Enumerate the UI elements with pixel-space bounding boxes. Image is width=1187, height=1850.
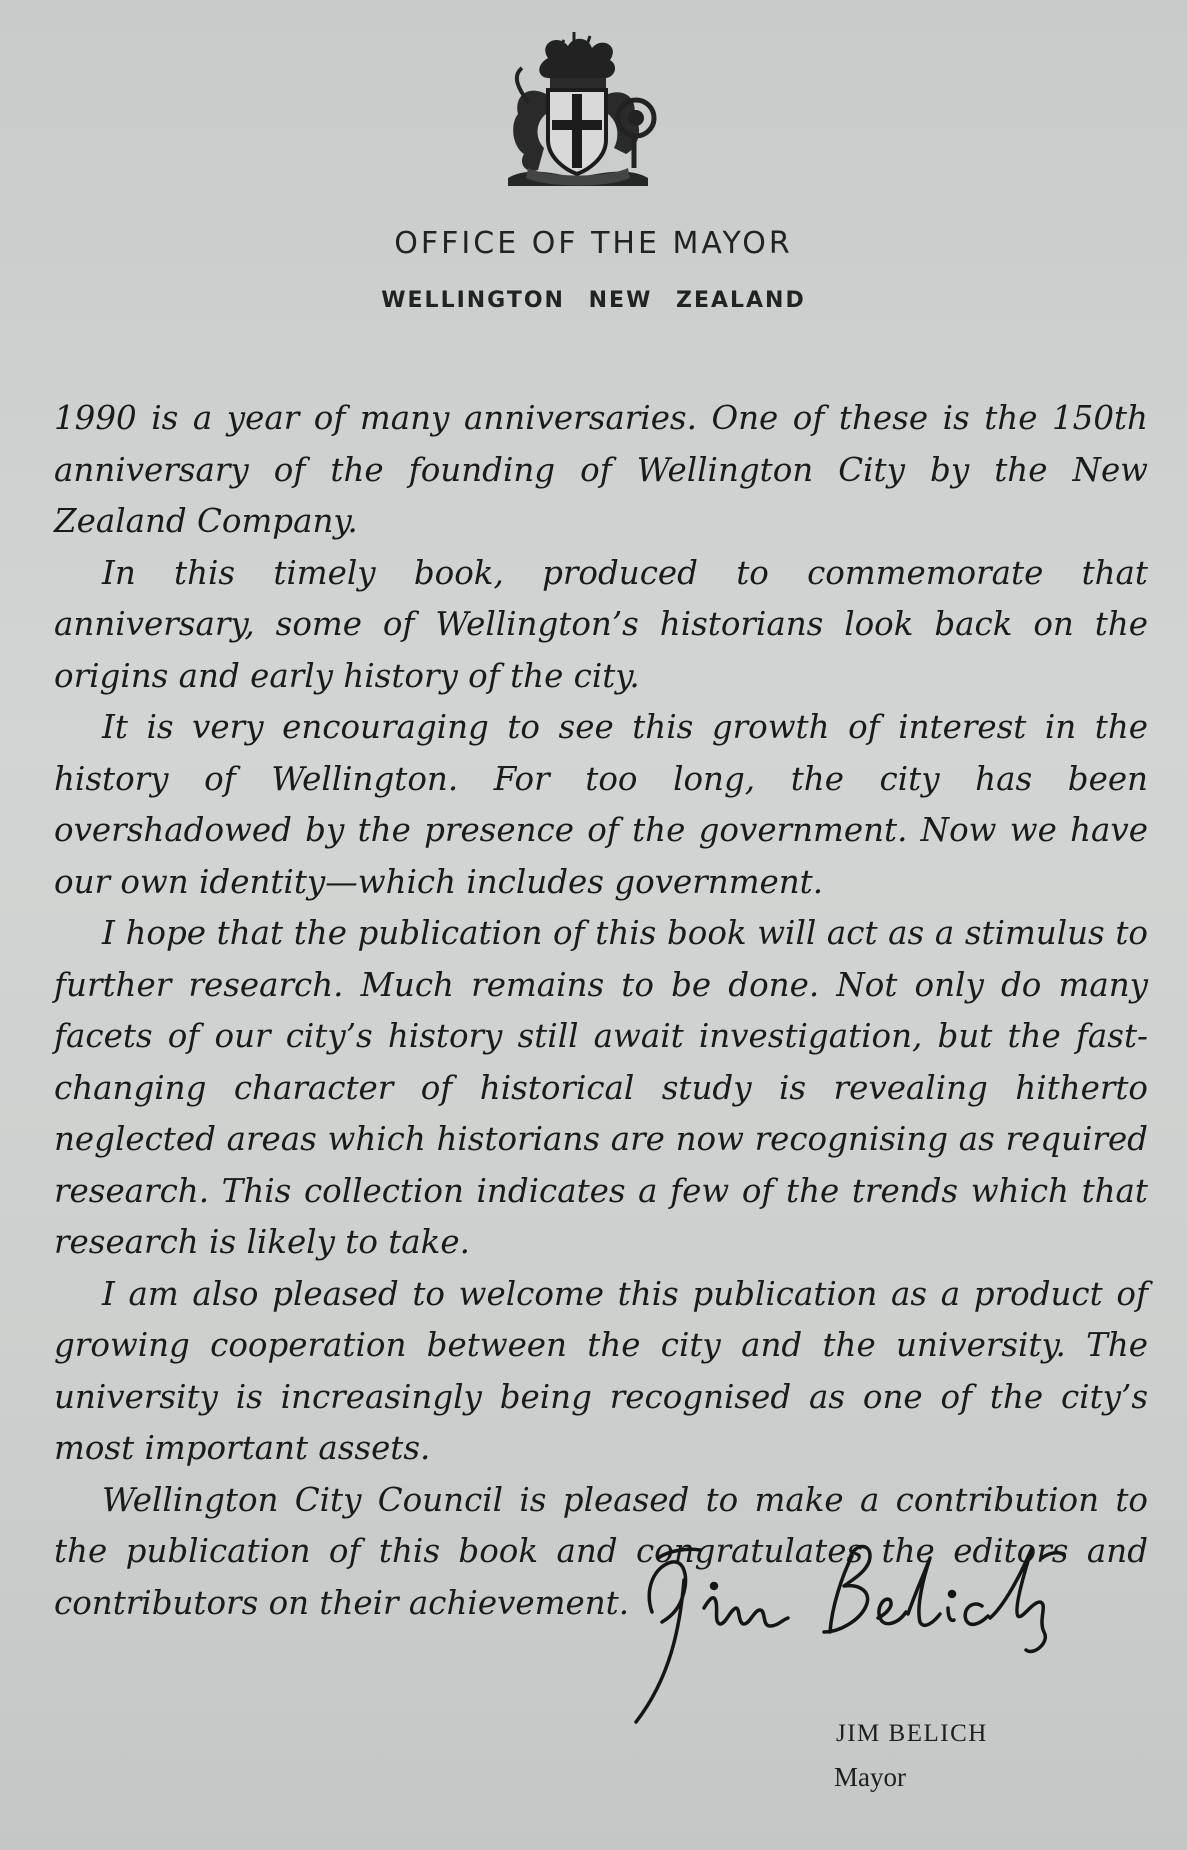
office-title: OFFICE OF THE MAYOR <box>394 226 793 261</box>
signatory-title: Mayor <box>834 1762 906 1792</box>
handwritten-signature <box>618 1536 1096 1736</box>
paragraph-5: I am also pleased to welcome this publication as a product of growing cooperation between the city and the university. The university is increasingly being recognised as one of the city’s most important assets. <box>54 1274 1148 1467</box>
paragraph-6: Wellington City Council is pleased to make a contribution to the publication of this book and congratulates the editors and contributors on their achievement. <box>54 1480 1148 1622</box>
office-location: WELLINGTON NEW ZEALAND <box>381 288 806 313</box>
coat-of-arms-icon <box>488 28 664 204</box>
signatory-name: JIM BELICH <box>836 1720 988 1747</box>
paragraph-1: 1990 is a year of many anniversaries. One of these is the 150th anniversary of the founding of Wellington City by the New Zealand Company. <box>54 399 1148 540</box>
letter-body <box>54 393 1148 1629</box>
paragraph-3: It is very encouraging to see this growth of interest in the history of Wellington. For too long, the city has been overshadowed by the presence of the government. Now we have our own identity—which includes government. <box>54 708 1148 901</box>
paragraph-2: In this timely book, produced to commemorate that anniversary, some of Wellington’s historians look back on the origins and early history of the city. <box>54 553 1148 695</box>
paragraph-4: I hope that the publication of this book will act as a stimulus to further research. Much remains to be done. Not only do many facets of our city’s history still await investigation, but the fast-changing character of historical study is revealing hitherto neglected areas which historians are now recognising as required research. This collection indicates a few of the trends which that research is likely to take. <box>54 914 1148 1261</box>
